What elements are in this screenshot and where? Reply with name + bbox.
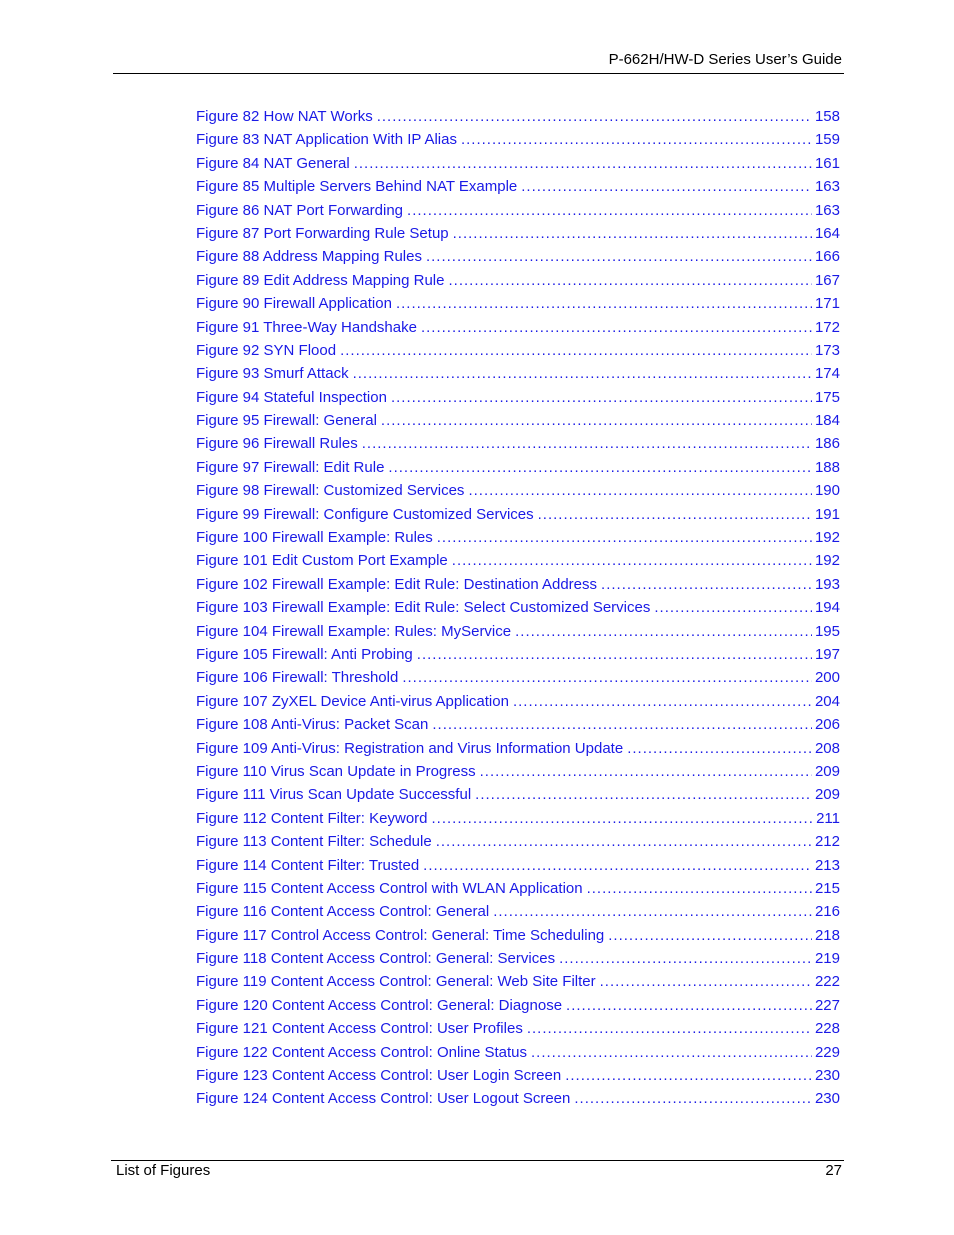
toc-dot-leader [566,994,812,1017]
toc-entry[interactable] [196,199,840,222]
toc-entry[interactable] [196,105,840,128]
toc-entry[interactable] [196,970,840,993]
toc-entry-page: 206 [814,716,840,734]
toc-entry-label: Figure 103 Firewall Example: Edit Rule: Select Customized Services [196,599,651,617]
toc-entry-label: Figure 105 Firewall: Anti Probing [196,645,413,663]
toc-entry-page: 209 [814,762,840,780]
toc-entry-label: Figure 120 Content Access Control: General: Diagnose [196,996,563,1014]
toc-entry[interactable] [196,760,840,783]
toc-entry-page: 209 [814,786,840,804]
toc-entry-page: 211 [816,809,840,827]
toc-entry-page: 188 [814,458,840,476]
toc-dot-leader [340,339,812,362]
toc-dot-leader [513,690,812,713]
toc-entry[interactable] [196,737,840,760]
toc-entry[interactable] [196,269,840,292]
toc-entry[interactable] [196,854,840,877]
toc-entry-page: 184 [814,412,840,430]
toc-entry-label: Figure 107 ZyXEL Device Anti-virus Application [196,692,509,710]
toc-entry[interactable] [196,1017,840,1040]
toc-dot-leader [377,105,812,128]
toc-entry[interactable] [196,783,840,806]
toc-entry-label: Figure 118 Content Access Control: General: Services [196,950,556,968]
toc-entry-page: 174 [814,365,840,383]
toc-entry-label: Figure 115 Content Access Control with WLAN Application [196,879,583,897]
toc-dot-leader [538,503,812,526]
toc-dot-leader [654,596,812,619]
toc-entry-label: Figure 87 Port Forwarding Rule Setup [196,224,449,242]
toc-dot-leader [601,573,812,596]
toc-entry-label: Figure 112 Content Filter: Keyword [196,809,428,827]
toc-entry-label: Figure 110 Virus Scan Update in Progress [196,762,476,780]
toc-dot-leader [391,386,812,409]
toc-entry-label: Figure 111 Virus Scan Update Successful [196,786,472,804]
toc-entry-label: Figure 88 Address Mapping Rules [196,248,422,266]
toc-entry-label: Figure 93 Smurf Attack [196,365,349,383]
toc-entry-page: 191 [814,505,840,523]
toc-dot-leader [480,760,812,783]
toc-entry[interactable] [196,503,840,526]
toc-entry[interactable] [196,456,840,479]
toc-dot-leader [461,128,812,151]
toc-entry-page: 228 [814,1020,840,1038]
toc-entry-page: 164 [814,224,840,242]
toc-entry[interactable] [196,596,840,619]
toc-entry[interactable] [196,549,840,572]
toc-entry-label: Figure 94 Stateful Inspection [196,388,387,406]
toc-entry-label: Figure 91 Three-Way Handshake [196,318,417,336]
toc-dot-leader [423,854,812,877]
toc-entry[interactable] [196,690,840,713]
footer-section-name: List of Figures [116,1162,211,1179]
toc-entry[interactable] [196,245,840,268]
toc-entry[interactable] [196,128,840,151]
toc-dot-leader [396,292,812,315]
toc-entry-page: 194 [814,599,840,617]
toc-entry-label: Figure 89 Edit Address Mapping Rule [196,271,445,289]
toc-entry[interactable] [196,362,840,385]
toc-entry[interactable] [196,409,840,432]
toc-dot-leader [574,1087,812,1110]
toc-entry-label: Figure 106 Firewall: Threshold [196,669,399,687]
toc-entry-label: Figure 99 Firewall: Configure Customized Services [196,505,534,523]
toc-dot-leader [426,245,812,268]
toc-dot-leader [600,970,812,993]
toc-entry-page: 163 [814,178,840,196]
toc-dot-leader [354,152,812,175]
toc-entry-page: 186 [814,435,840,453]
toc-entry-label: Figure 101 Edit Custom Port Example [196,552,448,570]
toc-entry-label: Figure 119 Content Access Control: General: Web Site Filter [196,973,596,991]
toc-entry[interactable] [196,316,840,339]
toc-entry-page: 166 [814,248,840,266]
toc-entry[interactable] [196,175,840,198]
toc-dot-leader [421,316,812,339]
toc-entry-page: 192 [814,552,840,570]
toc-entry-page: 175 [814,388,840,406]
toc-entry-page: 212 [814,833,840,851]
toc-entry-page: 227 [814,996,840,1014]
toc-entry-page: 230 [814,1090,840,1108]
toc-entry-label: Figure 84 NAT General [196,154,350,172]
list-of-figures [196,105,840,1111]
toc-dot-leader [515,620,812,643]
toc-entry-page: 229 [814,1043,840,1061]
toc-entry-label: Figure 109 Anti-Virus: Registration and Virus Information Update [196,739,624,757]
toc-entry[interactable] [196,386,840,409]
toc-entry[interactable] [196,432,840,455]
toc-entry[interactable] [196,947,840,970]
footer-divider [111,1160,844,1161]
toc-dot-leader [402,666,812,689]
toc-entry-page: 197 [814,645,840,663]
toc-entry-label: Figure 113 Content Filter: Schedule [196,833,432,851]
toc-dot-leader [587,877,812,900]
toc-entry-label: Figure 95 Firewall: General [196,412,377,430]
toc-entry-label: Figure 82 How NAT Works [196,108,373,125]
toc-entry-page: 173 [814,341,840,359]
toc-dot-leader [417,643,812,666]
toc-entry-label: Figure 97 Firewall: Edit Rule [196,458,385,476]
toc-dot-leader [407,199,812,222]
toc-entry-page: 161 [814,154,840,172]
toc-entry[interactable] [196,1041,840,1064]
toc-entry[interactable] [196,1064,840,1087]
toc-entry-label: Figure 121 Content Access Control: User Profiles [196,1020,523,1038]
toc-dot-leader [432,713,812,736]
toc-dot-leader [608,924,812,947]
toc-dot-leader [521,175,812,198]
toc-entry-page: 219 [814,950,840,968]
toc-dot-leader [437,526,812,549]
toc-entry-label: Figure 92 SYN Flood [196,341,337,359]
toc-entry-page: 163 [814,201,840,219]
footer-page-number: 27 [825,1162,842,1179]
toc-dot-leader [452,549,812,572]
toc-entry-page: 158 [814,108,840,125]
toc-dot-leader [436,830,812,853]
toc-entry-label: Figure 108 Anti-Virus: Packet Scan [196,716,429,734]
toc-entry-label: Figure 85 Multiple Servers Behind NAT Example [196,178,518,196]
toc-dot-leader [448,269,811,292]
toc-entry[interactable] [196,830,840,853]
toc-dot-leader [627,737,812,760]
toc-dot-leader [559,947,812,970]
toc-dot-leader [475,783,812,806]
toc-dot-leader [453,222,812,245]
toc-dot-leader [353,362,812,385]
toc-dot-leader [468,479,812,502]
toc-entry[interactable] [196,292,840,315]
toc-entry[interactable] [196,807,840,830]
toc-dot-leader [362,432,812,455]
toc-dot-leader [381,409,812,432]
toc-entry[interactable] [196,713,840,736]
toc-entry-page: 200 [814,669,840,687]
toc-entry-page: 222 [814,973,840,991]
toc-entry[interactable] [196,339,840,362]
toc-entry[interactable] [196,994,840,1017]
toc-entry-page: 193 [814,575,840,593]
toc-entry-label: Figure 83 NAT Application With IP Alias [196,131,457,149]
toc-entry[interactable] [196,1087,840,1110]
toc-dot-leader [531,1041,812,1064]
toc-entry-label: Figure 123 Content Access Control: User Login Screen [196,1067,562,1085]
toc-dot-leader [493,900,812,923]
toc-entry[interactable] [196,152,840,175]
toc-entry-label: Figure 104 Firewall Example: Rules: MyService [196,622,512,640]
toc-entry[interactable] [196,573,840,596]
toc-entry-page: 208 [814,739,840,757]
toc-entry-label: Figure 100 Firewall Example: Rules [196,529,433,547]
toc-entry-page: 167 [814,271,840,289]
toc-entry-label: Figure 102 Firewall Example: Edit Rule: Destination Address [196,575,598,593]
toc-entry-label: Figure 114 Content Filter: Trusted [196,856,420,874]
header-divider [113,73,844,74]
toc-dot-leader [527,1017,812,1040]
toc-dot-leader [388,456,812,479]
toc-entry-page: 215 [814,879,840,897]
toc-entry-page: 195 [814,622,840,640]
toc-entry-label: Figure 98 Firewall: Customized Services [196,482,465,500]
document-header-title: P-662H/HW-D Series User’s Guide [608,51,842,68]
toc-entry-label: Figure 86 NAT Port Forwarding [196,201,404,219]
toc-entry[interactable] [196,643,840,666]
toc-entry[interactable] [196,222,840,245]
toc-dot-leader [432,807,814,830]
toc-entry[interactable] [196,877,840,900]
toc-entry[interactable] [196,900,840,923]
toc-entry[interactable] [196,666,840,689]
toc-entry-page: 204 [814,692,840,710]
toc-entry-page: 190 [814,482,840,500]
toc-entry-label: Figure 124 Content Access Control: User Logout Screen [196,1090,571,1108]
toc-entry-page: 216 [814,903,840,921]
toc-entry-label: Figure 116 Content Access Control: General [196,903,490,921]
toc-entry-label: Figure 122 Content Access Control: Online Status [196,1043,528,1061]
toc-dot-leader [565,1064,812,1087]
toc-entry-label: Figure 117 Control Access Control: General: Time Scheduling [196,926,605,944]
toc-entry-page: 172 [814,318,840,336]
toc-entry-label: Figure 96 Firewall Rules [196,435,358,453]
toc-entry[interactable] [196,479,840,502]
toc-entry[interactable] [196,526,840,549]
toc-entry-label: Figure 90 Firewall Application [196,295,392,313]
toc-entry[interactable] [196,620,840,643]
toc-entry-page: 230 [814,1067,840,1085]
toc-entry[interactable] [196,924,840,947]
toc-entry-page: 218 [814,926,840,944]
toc-entry-page: 192 [814,529,840,547]
toc-entry-page: 171 [814,295,840,313]
toc-entry-page: 213 [814,856,840,874]
toc-entry-page: 159 [814,131,840,149]
